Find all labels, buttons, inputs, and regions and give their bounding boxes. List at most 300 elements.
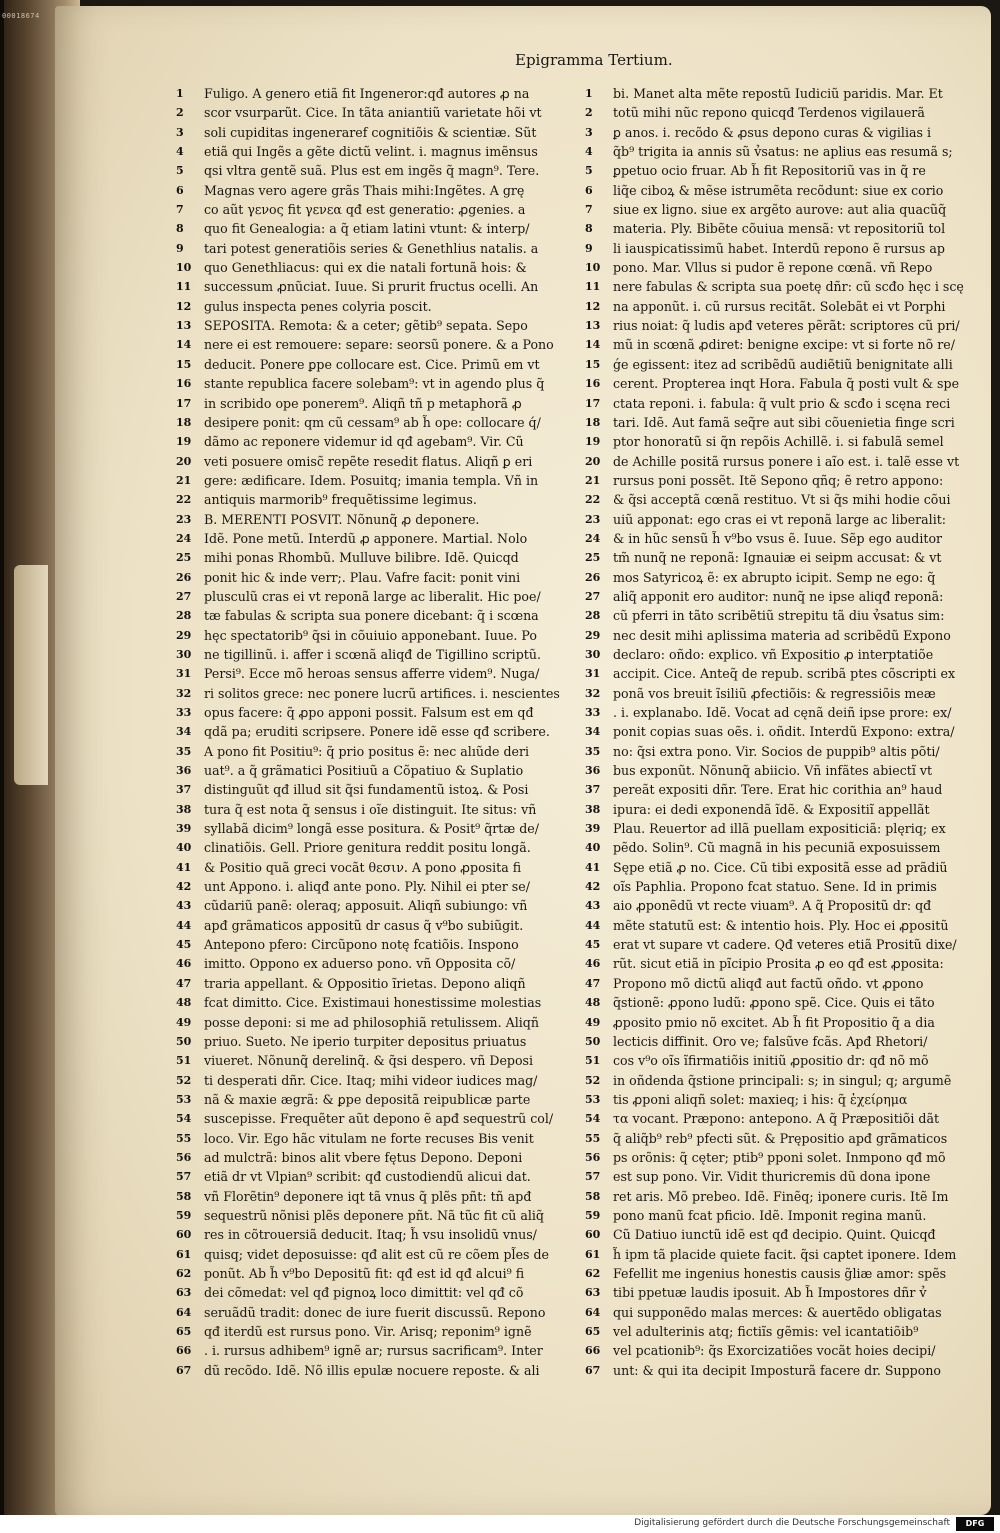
line-text: ad mulctrã: binos alit vbere fętus Depono. Deponi bbox=[204, 1149, 523, 1165]
line-text: no: q̃si extra pono. Vir. Socios de puppib⁹ altis põti/ bbox=[613, 743, 940, 759]
line-text: gulus inspecta penes colyria poscit. bbox=[204, 298, 432, 314]
line-number: 9 bbox=[176, 241, 184, 255]
text-line bbox=[176, 664, 576, 683]
line-text: Plau. Reuertor ad illã puellam expositiciã: plęriq; ex bbox=[613, 821, 946, 837]
line-number: 35 bbox=[585, 744, 601, 758]
line-text: uat⁹. a q̃ grãmatici Positiuũ a Cõpatiuo & Suplatio bbox=[204, 763, 524, 779]
text-line bbox=[585, 123, 985, 142]
line-number: 30 bbox=[585, 647, 601, 661]
line-number: 16 bbox=[585, 377, 601, 391]
text-line bbox=[176, 838, 576, 857]
text-line bbox=[176, 1148, 576, 1167]
line-number: 34 bbox=[176, 725, 192, 739]
text-line bbox=[585, 200, 985, 219]
line-number: 10 bbox=[585, 261, 601, 275]
line-number: 60 bbox=[585, 1228, 601, 1242]
line-text: syllabã dicim⁹ longã esse positura. & Posit⁹ q̃rtæ de/ bbox=[204, 821, 539, 837]
line-text: scor vsurparũt. Cice. In tãta aniantiũ varietate hõi vt bbox=[204, 105, 542, 121]
text-line bbox=[176, 858, 576, 877]
text-line bbox=[585, 1071, 985, 1090]
text-line bbox=[176, 1206, 576, 1225]
line-number: 5 bbox=[585, 164, 593, 178]
line-number: 20 bbox=[585, 454, 601, 468]
text-line bbox=[585, 761, 985, 780]
text-line bbox=[176, 1109, 576, 1128]
line-number: 46 bbox=[176, 957, 192, 971]
page-edge-tab bbox=[14, 565, 48, 785]
text-line bbox=[585, 490, 985, 509]
line-number: 26 bbox=[585, 570, 601, 584]
line-number: 54 bbox=[176, 1112, 192, 1126]
text-line bbox=[585, 1032, 985, 1051]
line-text: siue ex ligno. siue ex argẽto aurove: aut alia quacũq̃ bbox=[613, 202, 947, 218]
line-number: 64 bbox=[176, 1305, 192, 1319]
text-line bbox=[585, 84, 985, 103]
line-number: 22 bbox=[585, 493, 601, 507]
line-text: vel pcationib⁹: q̃s Exorcizatiões vocãt hoies decipi/ bbox=[613, 1343, 936, 1359]
line-number: 15 bbox=[176, 357, 192, 371]
line-text: nere fabulas & scripta sua poetę dñr: cũ scđo hęc i scę bbox=[613, 279, 964, 295]
line-number: 21 bbox=[176, 473, 192, 487]
line-text: deducit. Ponere ꝑpe collocare est. Cice. Primũ em vt bbox=[204, 356, 540, 372]
line-text: ti desperati dñr. Cice. Itaq; mihi videor iudices mag/ bbox=[204, 1072, 538, 1088]
text-line bbox=[176, 548, 576, 567]
line-number: 57 bbox=[176, 1170, 192, 1184]
line-text: aio ꝓponẽdũ vt recte viuam⁹. A q̃ Propositũ dr: qđ bbox=[613, 898, 932, 914]
line-text: erat vt supare vt cadere. Qđ veteres etiã Prositũ dixe/ bbox=[613, 937, 957, 953]
line-number: 37 bbox=[176, 783, 192, 797]
text-line bbox=[176, 800, 576, 819]
line-number: 28 bbox=[176, 609, 192, 623]
line-text: h̃ ipm tã placide quiete facit. q̃si captet iponere. Idem bbox=[613, 1246, 957, 1262]
line-number: 36 bbox=[585, 764, 601, 778]
line-text: . i. rursus adhibem⁹ ignẽ ar; rursus sacrificam⁹. Inter bbox=[204, 1343, 543, 1359]
line-text: tari. Idẽ. Aut famã seq̃re aut sibi cõuenietia finge scri bbox=[613, 414, 955, 430]
line-number: 51 bbox=[176, 1054, 192, 1068]
text-line bbox=[585, 1225, 985, 1244]
dfg-logo: DFG bbox=[956, 1517, 994, 1531]
line-number: 60 bbox=[176, 1228, 192, 1242]
text-line bbox=[585, 335, 985, 354]
line-number: 61 bbox=[585, 1247, 601, 1261]
text-line bbox=[176, 1303, 576, 1322]
line-text: Idẽ. Pone metũ. Interdũ ꝓ apponere. Martial. Nolo bbox=[204, 530, 528, 546]
line-text: soli cupiditas ingeneraref cognitiõis & scientiæ. Sũt bbox=[204, 124, 537, 140]
line-text: τα vocant. Præpono: antepono. A q̃ Præpositiõi dãt bbox=[613, 1111, 940, 1127]
line-number: 57 bbox=[585, 1170, 601, 1184]
line-text: qsi vltra gentẽ suã. Plus est em ingẽs q̃ magn⁹. Tere. bbox=[204, 163, 540, 179]
line-number: 11 bbox=[176, 280, 192, 294]
text-line bbox=[176, 645, 576, 664]
line-text: ꝓposito pmio nõ excitet. Ab h̃ fit Propositio q̃ a dia bbox=[613, 1014, 935, 1030]
line-number: 62 bbox=[176, 1266, 192, 1280]
line-number: 18 bbox=[176, 415, 192, 429]
text-line bbox=[585, 394, 985, 413]
line-number: 48 bbox=[176, 996, 192, 1010]
text-line bbox=[176, 297, 576, 316]
line-text: tura q̃ est nota q̃ sensus i oĩe distinguit. Ite situs: vñ bbox=[204, 801, 537, 817]
text-line bbox=[585, 626, 985, 645]
line-number: 47 bbox=[176, 976, 192, 990]
line-text: viueret. Nõnunq̃ derelinq̃. & q̃si despero. vñ Deposi bbox=[204, 1053, 534, 1069]
line-text: unt: & qui ita decipit Imposturã facere dr. Suppono bbox=[613, 1362, 942, 1378]
text-line bbox=[585, 1090, 985, 1109]
line-text: & Positio quã greci vocãt θεσιν. A pono ꝓposita fi bbox=[204, 859, 522, 875]
digitization-footer bbox=[0, 1515, 1000, 1533]
text-line bbox=[585, 780, 985, 799]
line-text: ret aris. Mõ prebeo. Idẽ. Finẽq; iponere curis. Itẽ Im bbox=[613, 1188, 949, 1204]
line-text: dei cõmedat: vel qđ pignoꝝ loco dimittit: vel qđ cõ bbox=[204, 1285, 524, 1301]
line-text: aliq̃ apponit ero auditor: nunq̃ ne ipse aliqđ reponã: bbox=[613, 588, 944, 604]
line-text: nec desit mihi aplissima materia ad scribẽdũ Expono bbox=[613, 627, 951, 643]
text-line bbox=[585, 258, 985, 277]
line-number: 49 bbox=[585, 1015, 601, 1029]
line-text: sequestrũ nõnisi plẽs deponere pñt. Nã tũc fit cũ aliq̃ bbox=[204, 1207, 544, 1223]
line-text: rursus poni possẽt. Itẽ Sepono qñq; ẽ retro appono: bbox=[613, 472, 944, 488]
line-text: Persi⁹. Ecce mõ heroas sensus afferre videm⁹. Nuga/ bbox=[204, 666, 540, 682]
line-text: tibi ppetuæ laudis iposuit. Ab h̃ Impostores dñr v̉ bbox=[613, 1285, 927, 1301]
line-text: etiã qui Ingẽs a gẽte dictũ velint. i. magnus imẽnsus bbox=[204, 144, 538, 160]
text-line bbox=[176, 916, 576, 935]
text-line bbox=[176, 1167, 576, 1186]
line-number: 52 bbox=[585, 1073, 601, 1087]
line-text: dãmo ac reponere videmur id qđ agebam⁹. Vir. Cũ bbox=[204, 434, 524, 450]
line-text: q̃b⁹ trigita ia annis sũ v̉satus: ne aplius eas resumã s; bbox=[613, 144, 953, 160]
line-number: 2 bbox=[176, 106, 184, 120]
text-line bbox=[585, 877, 985, 896]
line-text: ponit copias suas oẽs. i. oñdit. Interdũ Expono: extra/ bbox=[613, 724, 955, 740]
line-text: q̃stionẽ: ꝓpono ludũ: ꝓpono spẽ. Cice. Quis ei tãto bbox=[613, 995, 935, 1011]
line-number: 56 bbox=[176, 1150, 192, 1164]
text-line bbox=[585, 529, 985, 548]
text-line bbox=[176, 684, 576, 703]
line-number: 26 bbox=[176, 570, 192, 584]
line-number: 29 bbox=[176, 628, 192, 642]
line-number: 14 bbox=[176, 338, 192, 352]
line-number: 61 bbox=[176, 1247, 192, 1261]
line-number: 17 bbox=[585, 396, 601, 410]
text-line bbox=[176, 1129, 576, 1148]
line-number: 55 bbox=[176, 1131, 192, 1145]
line-text: antiquis marmorib⁹ frequẽtissime legimus. bbox=[204, 492, 477, 508]
line-text: vñ Florẽtin⁹ deponere iqt tã vnus q̃ plẽs pñt: tñ apđ bbox=[204, 1188, 532, 1204]
line-text: dũ recõdo. Idẽ. Nõ illis epulæ nocuere reposte. & ali bbox=[204, 1362, 540, 1378]
line-text: apđ grãmaticos appositũ dr casus q̃ v⁹bo subiũgit. bbox=[204, 917, 524, 933]
line-text: lecticis diffinit. Oro ve; falsũve fcãs. Apđ Rhetori/ bbox=[613, 1033, 928, 1049]
line-number: 29 bbox=[585, 628, 601, 642]
text-line bbox=[585, 1303, 985, 1322]
text-line bbox=[176, 1187, 576, 1206]
line-number: 25 bbox=[176, 551, 192, 565]
line-text: gere: ædificare. Idem. Posuitq; imania templa. Vñ in bbox=[204, 472, 539, 488]
text-line bbox=[176, 935, 576, 954]
line-number: 51 bbox=[585, 1054, 601, 1068]
line-text: liq̃e ciboꝝ & mẽse istrumẽta recõdunt: siue ex corio bbox=[613, 182, 944, 198]
line-number: 12 bbox=[176, 299, 192, 313]
line-number: 47 bbox=[585, 976, 601, 990]
line-text: de Achille positã rursus ponere i aĩo est. i. talẽ esse vt bbox=[613, 453, 960, 469]
text-line bbox=[585, 1361, 985, 1380]
line-number: 8 bbox=[585, 222, 593, 236]
text-line bbox=[176, 606, 576, 625]
line-number: 24 bbox=[585, 531, 601, 545]
line-number: 33 bbox=[585, 706, 601, 719]
line-text: plusculũ cras ei vt reponã large ac liberalit. Hic poe/ bbox=[204, 588, 541, 604]
line-text: ǵe egissent: itez ad scribẽdũ audiẽtiũ benignitate alli bbox=[613, 356, 953, 372]
line-number: 67 bbox=[585, 1363, 601, 1377]
line-number: 32 bbox=[585, 686, 601, 700]
line-text: stante republica facere solebam⁹: vt in agendo plus q̃ bbox=[204, 376, 545, 392]
line-number: 31 bbox=[176, 667, 192, 681]
text-line bbox=[585, 954, 985, 973]
text-line bbox=[585, 413, 985, 432]
line-number: 13 bbox=[585, 319, 601, 333]
line-number: 23 bbox=[585, 512, 601, 526]
text-line bbox=[176, 1283, 576, 1302]
line-number: 32 bbox=[176, 686, 192, 700]
line-number: 27 bbox=[585, 589, 601, 603]
text-line bbox=[585, 993, 985, 1012]
line-text: ipura: ei dedi exponendã ĩdẽ. & Expositiĩ appellãt bbox=[613, 801, 930, 817]
line-text: SEPOSITA. Remota: & a ceter; gẽtib⁹ sepata. Sepo bbox=[204, 318, 528, 334]
text-line bbox=[176, 452, 576, 471]
line-number: 4 bbox=[176, 145, 184, 159]
line-text: tm̃ nunq̃ ne reponã: Ignauiæ ei seipm accusat: & vt bbox=[613, 550, 942, 566]
line-number: 12 bbox=[585, 299, 601, 313]
line-number: 50 bbox=[176, 1034, 192, 1048]
line-number: 42 bbox=[176, 880, 192, 894]
text-line bbox=[585, 510, 985, 529]
line-number: 54 bbox=[585, 1112, 601, 1126]
text-line bbox=[176, 587, 576, 606]
text-line bbox=[176, 239, 576, 258]
text-line bbox=[176, 761, 576, 780]
line-number: 11 bbox=[585, 280, 601, 294]
line-text: Fefellit me ingenius honestis causis g̃liæ amor: spẽs bbox=[613, 1265, 947, 1281]
line-number: 23 bbox=[176, 512, 192, 526]
line-text: & q̃si acceptã cœnã restituo. Vt si q̃s mihi hodie cõui bbox=[613, 492, 951, 508]
text-line bbox=[585, 645, 985, 664]
text-line bbox=[176, 703, 576, 722]
line-text: unt Appono. i. aliqđ ante pono. Ply. Nihil ei pter se/ bbox=[204, 879, 530, 895]
line-text: cũ pferri in tãto scribẽtiũ strepitu tã diu v̉satus sim: bbox=[613, 608, 945, 624]
line-text: Fuligo. A genero etiã fit Ingeneror:qđ autores ꝓ na bbox=[204, 86, 530, 101]
line-number: 22 bbox=[176, 493, 192, 507]
line-text: . i. explanabo. Idẽ. Vocat ad cęnã deiñ ipse prore: ex/ bbox=[613, 705, 952, 720]
line-text: distinguũt qđ illud sit q̃si fundamentũ istoꝝ. & Posi bbox=[204, 782, 529, 798]
text-line bbox=[176, 1322, 576, 1341]
line-number: 6 bbox=[585, 183, 593, 197]
line-text: ptor honoratũ si q̃n repõis Achillẽ. i. si fabulã semel bbox=[613, 434, 944, 450]
line-text: veti posuere omisc̃ repẽte resedit flatus. Aliqñ ꝑ eri bbox=[204, 453, 533, 469]
text-line bbox=[176, 258, 576, 277]
line-text: Antepono pfero: Circũpono notę fcatiõis. Inspono bbox=[204, 937, 519, 953]
line-text: tis ꝓponi aliqñ solet: maxieq; i his: q̃ ἐχείρημα bbox=[613, 1091, 908, 1107]
line-text: mẽte statutũ est: & intentio hois. Ply. Hoc ei ꝓpositũ bbox=[613, 917, 949, 933]
line-number: 1 bbox=[585, 87, 593, 100]
line-number: 18 bbox=[585, 415, 601, 429]
text-line bbox=[585, 1283, 985, 1302]
text-line bbox=[176, 954, 576, 973]
line-text: ponit hic & inde verr;. Plau. Vafre facit: ponit vini bbox=[204, 569, 521, 585]
line-number: 6 bbox=[176, 183, 184, 197]
text-line bbox=[176, 510, 576, 529]
line-number: 66 bbox=[585, 1344, 601, 1358]
line-number: 44 bbox=[176, 918, 192, 932]
text-line bbox=[585, 935, 985, 954]
line-text: accipit. Cice. Anteq̃ de repub. scribã ptes cõscripti ex bbox=[613, 666, 956, 682]
line-text: Magnas vero agere grãs Thais mihi:Ingẽtes. A grę bbox=[204, 182, 525, 198]
text-line bbox=[176, 161, 576, 180]
line-number: 13 bbox=[176, 319, 192, 333]
scan-id-label: 00018674 bbox=[2, 12, 40, 20]
text-line bbox=[176, 568, 576, 587]
text-line bbox=[585, 1167, 985, 1186]
text-line bbox=[585, 1264, 985, 1283]
line-number: 56 bbox=[585, 1150, 601, 1164]
line-number: 53 bbox=[585, 1092, 601, 1106]
text-line bbox=[585, 1109, 985, 1128]
line-number: 43 bbox=[176, 899, 192, 913]
line-number: 38 bbox=[585, 802, 601, 816]
line-number: 53 bbox=[176, 1092, 192, 1106]
text-line bbox=[585, 916, 985, 935]
line-number: 41 bbox=[585, 860, 601, 874]
line-text: rius noiat: q̃ ludis apđ veteres pẽrãt: scriptores cũ pri/ bbox=[613, 318, 960, 334]
line-number: 39 bbox=[176, 822, 192, 836]
text-line bbox=[585, 355, 985, 374]
text-line bbox=[585, 1341, 985, 1360]
line-number: 40 bbox=[176, 841, 192, 855]
text-line bbox=[176, 1051, 576, 1070]
line-text: ponũt. Ab h̃ v⁹bo Depositũ fit: qđ est id qđ alcui⁹ fi bbox=[204, 1265, 525, 1281]
line-number: 7 bbox=[585, 203, 593, 217]
line-number: 55 bbox=[585, 1131, 601, 1145]
text-line bbox=[585, 819, 985, 838]
line-text: mos Satyricoꝝ ẽ: ex abrupto icipit. Semp ne ego: q̃ bbox=[613, 569, 936, 585]
text-line bbox=[176, 1361, 576, 1380]
line-number: 17 bbox=[176, 396, 192, 410]
line-number: 19 bbox=[585, 435, 601, 449]
text-line bbox=[585, 219, 985, 238]
text-line bbox=[585, 103, 985, 122]
text-line bbox=[585, 896, 985, 915]
line-text: suscepisse. Frequẽter aũt depono ẽ apđ sequestrũ col/ bbox=[204, 1111, 554, 1127]
text-line bbox=[176, 432, 576, 451]
line-text: Propono mõ dictũ aliqđ aut factũ oñdo. vt ꝓpono bbox=[613, 975, 924, 991]
text-line bbox=[585, 1322, 985, 1341]
text-line bbox=[585, 568, 985, 587]
text-line bbox=[176, 974, 576, 993]
line-text: uiũ apponat: ego cras ei vt reponã large ac liberalit: bbox=[613, 511, 947, 527]
text-line bbox=[585, 161, 985, 180]
line-text: pono. Mar. Vllus si pudor ẽ repone cœnã. vñ Repo bbox=[613, 260, 933, 276]
line-text: A pono fit Positiu⁹: q̃ prio positus ẽ: nec alıũde deri bbox=[204, 743, 530, 759]
line-number: 30 bbox=[176, 647, 192, 661]
text-line bbox=[585, 1206, 985, 1225]
line-text: posse deponi: si me ad philosophiã retulissem. Aliqñ bbox=[204, 1014, 539, 1030]
text-line bbox=[585, 452, 985, 471]
line-text: etiã dr vt Vlpian⁹ scribit: qđ custodiendũ alicui dat. bbox=[204, 1169, 531, 1185]
text-line bbox=[176, 181, 576, 200]
text-line bbox=[176, 355, 576, 374]
text-line bbox=[176, 1032, 576, 1051]
text-line bbox=[176, 1341, 576, 1360]
line-number: 20 bbox=[176, 454, 192, 468]
text-line bbox=[585, 297, 985, 316]
text-line bbox=[585, 703, 985, 722]
text-line bbox=[176, 780, 576, 799]
line-number: 65 bbox=[176, 1325, 192, 1338]
left-text-column bbox=[176, 84, 576, 1380]
line-text: quo fit Genealogia: a q̃ etiam latini vtunt: & interp/ bbox=[204, 221, 530, 237]
text-line bbox=[176, 394, 576, 413]
line-number: 42 bbox=[585, 880, 601, 894]
line-text: ꝑpetuo ocio fruar. Ab h̃ fit Repositoriũ vas in q̃ re bbox=[613, 163, 926, 179]
line-text: oĩs Paphlia. Propono fcat statuo. Sene. Id in primis bbox=[613, 879, 937, 895]
line-number: 33 bbox=[176, 706, 192, 719]
line-text: pono manũ fcat pficio. Idẽ. Imponit regina manũ. bbox=[613, 1207, 927, 1223]
text-line bbox=[176, 471, 576, 490]
text-line bbox=[176, 316, 576, 335]
text-line bbox=[585, 471, 985, 490]
line-text: ps orõnis: q̃ cęter; ptib⁹ pponi solet. Inmpono qđ mõ bbox=[613, 1149, 946, 1165]
line-text: nã & maxie ægrã: & ꝑpe depositã reipublicæ parte bbox=[204, 1091, 531, 1107]
line-text: ne tigillinũ. i. affer i scœnã aliqđ de Tigillino scriptũ. bbox=[204, 646, 541, 662]
line-number: 1 bbox=[176, 87, 184, 100]
text-line bbox=[176, 219, 576, 238]
line-text: priuo. Sueto. Ne iperio turpiter depositus priuatus bbox=[204, 1033, 527, 1049]
line-number: 34 bbox=[585, 725, 601, 739]
line-number: 58 bbox=[585, 1189, 601, 1203]
line-number: 14 bbox=[585, 338, 601, 352]
line-number: 28 bbox=[585, 609, 601, 623]
text-line bbox=[585, 1187, 985, 1206]
text-line bbox=[585, 142, 985, 161]
line-number: 59 bbox=[585, 1208, 601, 1222]
line-number: 7 bbox=[176, 203, 184, 217]
line-text: Sępe etiã ꝓ no. Cice. Cũ tibi expositã esse ad prãdiũ bbox=[613, 859, 948, 875]
line-text: fcat dimitto. Cice. Existimaui honestissime molestias bbox=[204, 995, 542, 1011]
line-text: qdã pa; eruditi scripsere. Ponere idẽ esse qđ scribere. bbox=[204, 724, 550, 740]
line-text: mihi ponas Rhombũ. Mulluve bilibre. Idẽ. Quicqd bbox=[204, 550, 519, 566]
line-text: tari potest generatiõis series & Genethlius natalis. a bbox=[204, 240, 539, 256]
line-text: ctata reponi. i. fabula: q̃ vult prio & scđo i scęna reci bbox=[613, 395, 951, 411]
line-number: 36 bbox=[176, 764, 192, 778]
line-number: 58 bbox=[176, 1189, 192, 1203]
line-text: li iauspicatissimũ habet. Interdũ repono ẽ rursus ap bbox=[613, 240, 945, 256]
text-line bbox=[176, 374, 576, 393]
line-number: 59 bbox=[176, 1208, 192, 1222]
line-text: in scribido ope ponerem⁹. Aliqñ tñ p metaphorã ꝓ bbox=[204, 395, 522, 411]
line-number: 48 bbox=[585, 996, 601, 1010]
line-text: traria appellant. & Oppositio ĩrietas. Depono aliqñ bbox=[204, 975, 526, 991]
line-text: rũt. sicut etiã in pĩcipio Prosita ꝓ eo qđ est ꝓposita: bbox=[613, 956, 944, 972]
text-line bbox=[585, 742, 985, 761]
line-number: 43 bbox=[585, 899, 601, 913]
line-number: 45 bbox=[585, 938, 601, 952]
line-text: tæ fabulas & scripta sua ponere dicebant: q̃ i scœna bbox=[204, 608, 539, 624]
text-line bbox=[176, 103, 576, 122]
text-line bbox=[176, 1071, 576, 1090]
text-line bbox=[176, 200, 576, 219]
text-line bbox=[585, 1148, 985, 1167]
text-line bbox=[585, 838, 985, 857]
text-line bbox=[176, 819, 576, 838]
text-line bbox=[585, 1245, 985, 1264]
text-line bbox=[176, 1245, 576, 1264]
line-text: Cũ Datiuo iunctũ idẽ est qđ decipio. Quint. Quicqđ bbox=[613, 1227, 936, 1243]
